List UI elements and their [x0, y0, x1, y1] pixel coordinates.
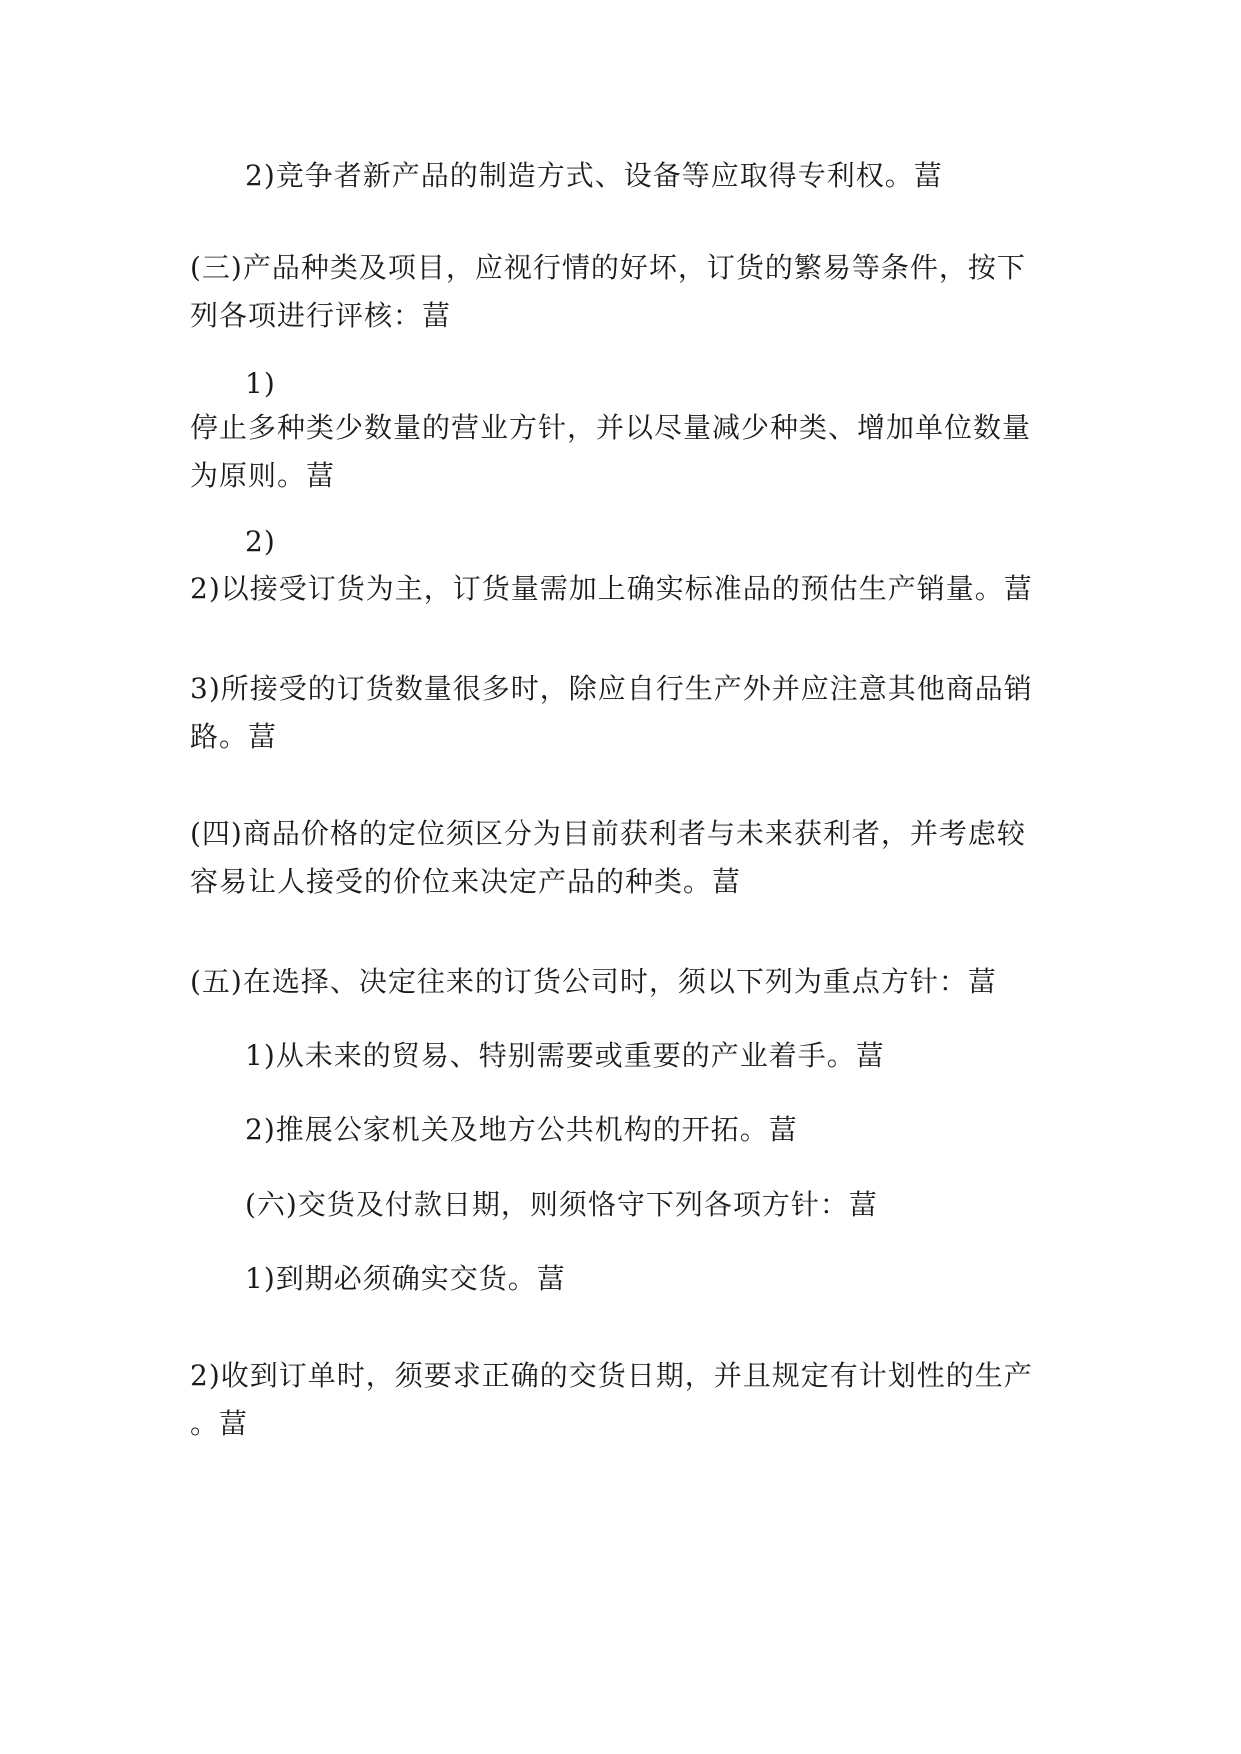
text-line: 2)推展公家机关及地方公共机构的开拓。葍 — [245, 1113, 798, 1146]
text-line: 2)竞争者新产品的制造方式、设备等应取得专利权。葍 — [245, 159, 943, 192]
text-line: 2)收到订单时，须要求正确的交货日期，并且规定有计划性的生产 — [190, 1359, 1033, 1392]
text-line: 1)到期必须确实交货。葍 — [245, 1262, 566, 1295]
text-line: 。葍 — [190, 1407, 249, 1440]
text-line: 停止多种类少数量的营业方针，并以尽量减少种类、增加单位数量 — [190, 411, 1032, 444]
text-line: 1) — [245, 367, 276, 400]
text-line: 1)从未来的贸易、特别需要或重要的产业着手。葍 — [245, 1039, 885, 1072]
text-line: 2)以接受订货为主，订货量需加上确实标准品的预估生产销量。葍 — [190, 572, 1033, 605]
text-line: 3)所接受的订货数量很多时，除应自行生产外并应注意其他商品销 — [190, 672, 1033, 705]
text-line: (五)在选择、决定往来的订货公司时，须以下列为重点方针：葍 — [190, 965, 997, 998]
text-line: (六)交货及付款日期，则须恪守下列各项方针：葍 — [245, 1188, 878, 1221]
text-line: 2) — [245, 525, 276, 558]
text-line: 容易让人接受的价位来决定产品的种类。葍 — [190, 865, 742, 898]
text-line: 列各项进行评核：葍 — [190, 299, 452, 332]
text-line: 为原则。葍 — [190, 459, 336, 492]
text-line: 路。葍 — [190, 720, 278, 753]
text-line: (四)商品价格的定位须区分为目前获利者与未来获利者，并考虑较 — [190, 817, 1026, 850]
text-line: (三)产品种类及项目，应视行情的好坏，订货的繁易等条件，按下 — [190, 251, 1026, 284]
